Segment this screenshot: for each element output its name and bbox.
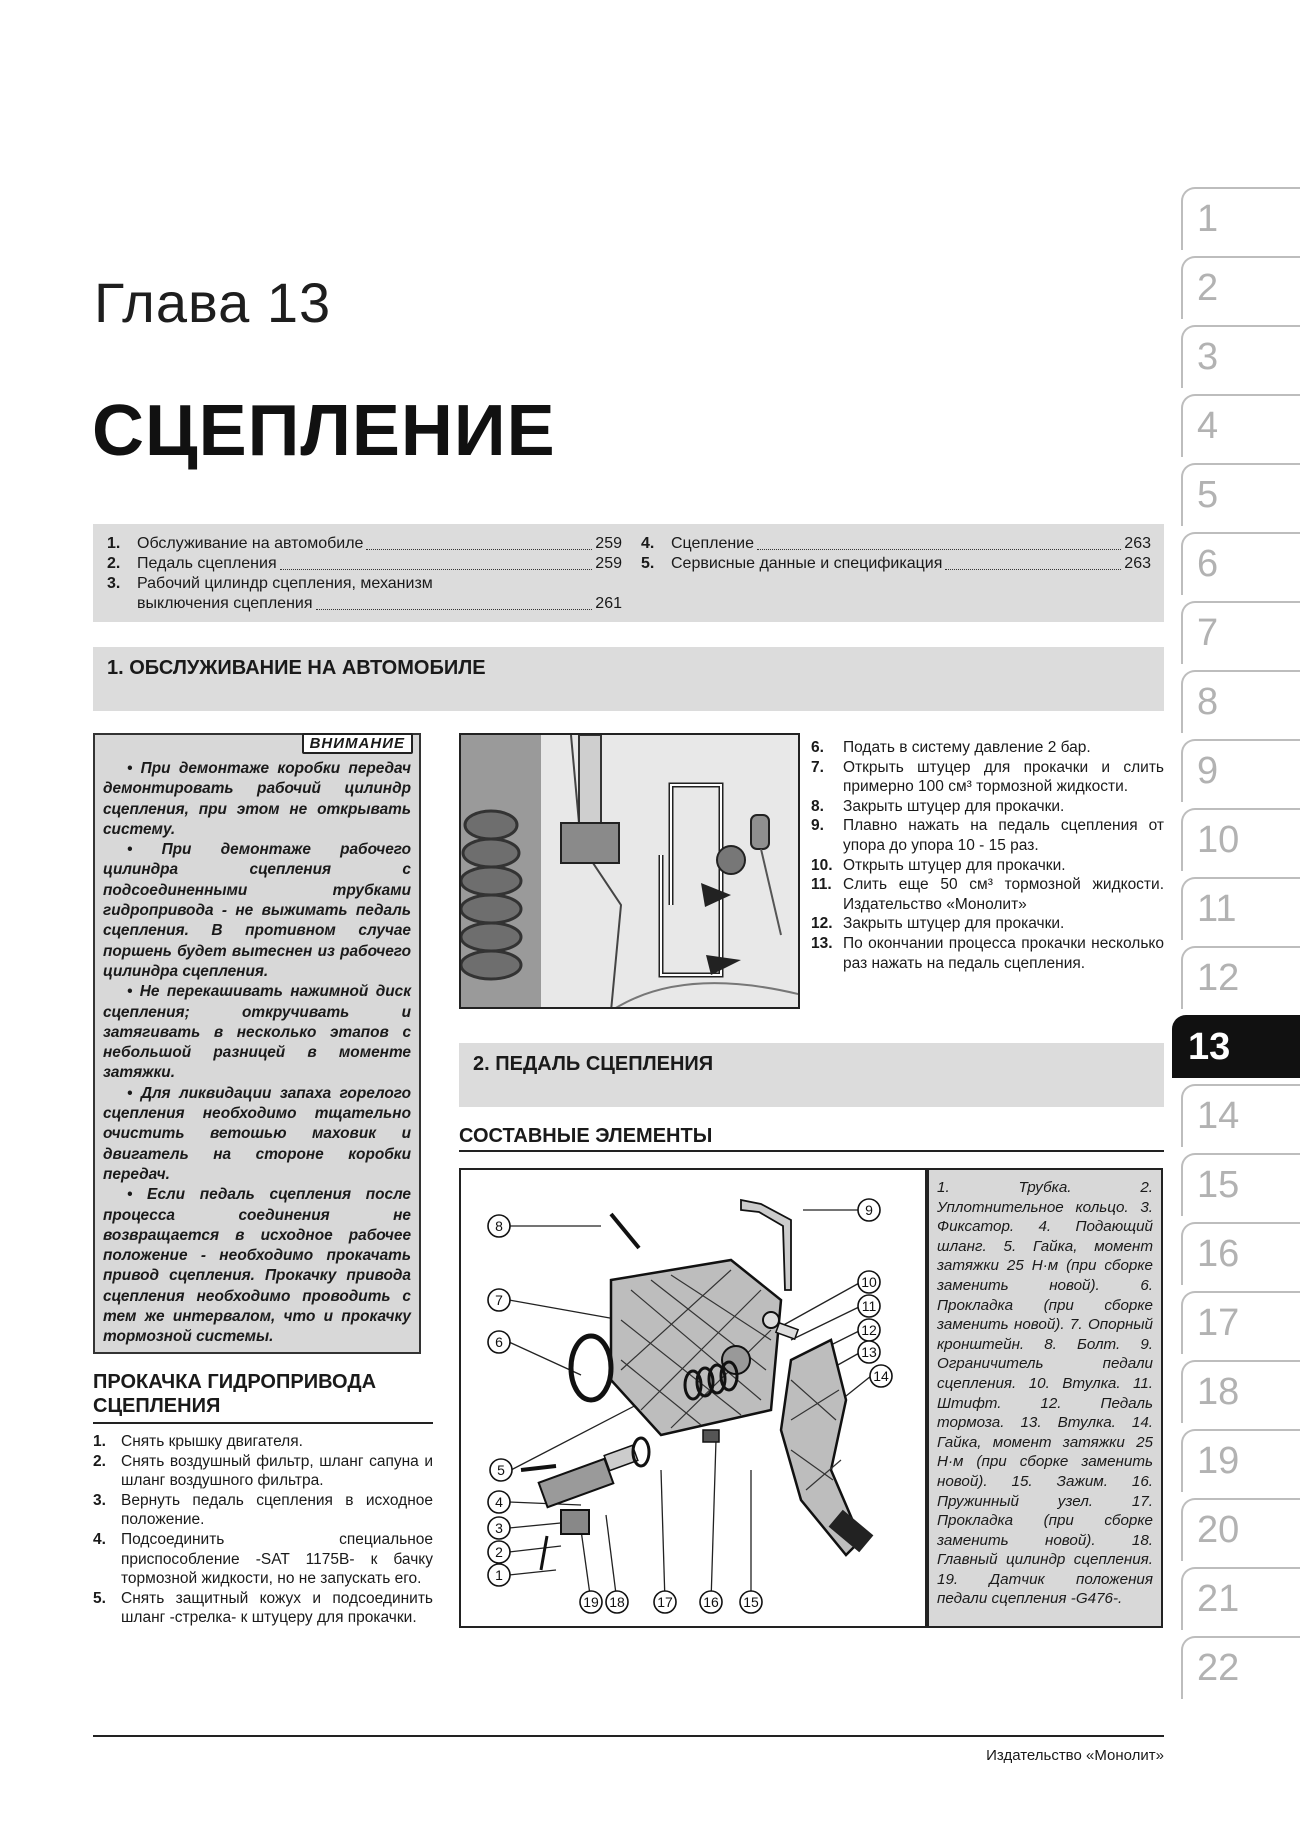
callout-6	[488, 1331, 510, 1353]
toc-entry[interactable]: 2. Педаль сцепления 259	[107, 555, 622, 572]
pedal-exploded-diagram	[459, 1168, 927, 1628]
svg-text:15: 15	[743, 1594, 759, 1610]
svg-text:12: 12	[861, 1322, 877, 1338]
callout-9	[858, 1199, 880, 1221]
tab-chapter-3[interactable]: 3	[1181, 325, 1300, 388]
svg-text:10: 10	[861, 1274, 877, 1290]
step-item: 1. Снять крышку двигателя.	[93, 1433, 303, 1450]
tab-chapter-6[interactable]: 6	[1181, 532, 1300, 595]
svg-text:8: 8	[495, 1218, 503, 1234]
chapter-label: Глава 13	[94, 271, 332, 334]
step-item: 4. Подсоединить специальное приспособление -SAT 1175B- к бачку тормозной жидкости, но не запускать его.	[93, 1530, 433, 1588]
engine-bay-illustration	[461, 735, 800, 1009]
callout-17	[654, 1591, 676, 1613]
callout-10	[858, 1271, 880, 1293]
toc-entry[interactable]: 5. Сервисные данные и спецификация 263	[641, 555, 1151, 572]
callout-2	[488, 1541, 510, 1563]
svg-text:7: 7	[495, 1292, 503, 1308]
callout-13	[858, 1341, 880, 1363]
footer-rule	[93, 1735, 1164, 1737]
tab-chapter-20[interactable]: 20	[1181, 1498, 1300, 1561]
svg-text:3: 3	[495, 1520, 503, 1536]
diagram-legend	[927, 1168, 1163, 1628]
tab-chapter-15[interactable]: 15	[1181, 1153, 1300, 1216]
warning-label: ВНИМАНИЕ	[302, 733, 413, 754]
callout-14	[870, 1365, 892, 1387]
tab-chapter-14[interactable]: 14	[1181, 1084, 1300, 1147]
tab-chapter-8[interactable]: 8	[1181, 670, 1300, 733]
bleeding-steps-left	[93, 1432, 433, 1628]
tab-chapter-9[interactable]: 9	[1181, 739, 1300, 802]
legend-text: 1. Трубка. 2. Уплотнительное кольцо. 3. Фиксатор. 4. Подающий шланг. 5. Гайка, момент затяжки 25 Н·м (при сборке заменить новой). 6. Прокладка (при сборке заменить новой). 7. Опорный кронштейн. 8. Болт. 9. Ограничитель педали сцепления. 10. Втулка. 11. Штифт. 12. Педаль тормоза. 13. Втулка. 14. Гайка, момент затяжки 25 Н·м (при сборке заменить новой). 15. Зажим. 16. Пружинный узел. 17. Прокладка (при сборке заменить новой). 18. Главный цилиндр сцепления. 19. Датчик положения педали сцепления -G476-.	[937, 1179, 1153, 1608]
callout-16	[700, 1591, 722, 1613]
step-item: 13. По окончании процесса прокачки несколько раз нажать на педаль сцепления.	[811, 934, 1164, 972]
svg-text:13: 13	[861, 1344, 877, 1360]
callout-4	[488, 1491, 510, 1513]
tab-chapter-4[interactable]: 4	[1181, 394, 1300, 457]
engine-photo	[459, 733, 800, 1009]
publisher-footer: Издательство «Монолит»	[986, 1747, 1164, 1764]
step-item: 7. Открыть штуцер для прокачки и слить примерно 100 см³ тормозной жидкости.	[811, 758, 1164, 796]
tab-chapter-12[interactable]: 12	[1181, 946, 1300, 1009]
callout-7	[488, 1289, 510, 1311]
callout-12	[858, 1319, 880, 1341]
callout-11	[858, 1295, 880, 1317]
toc-entry-continued[interactable]: выключения сцепления 261	[137, 595, 622, 612]
step-item: 2. Снять воздушный фильтр, шланг сапуна и шланг воздушного фильтра.	[93, 1452, 433, 1490]
tab-chapter-1[interactable]: 1	[1181, 187, 1300, 250]
tab-chapter-2[interactable]: 2	[1181, 256, 1300, 319]
svg-text:17: 17	[657, 1594, 673, 1610]
tab-chapter-19[interactable]: 19	[1181, 1429, 1300, 1492]
section-2-title: 2. ПЕДАЛЬ СЦЕПЛЕНИЯ	[473, 1053, 714, 1075]
svg-text:2: 2	[495, 1544, 503, 1560]
step-item: 12. Закрыть штуцер для прокачки.	[811, 915, 1065, 933]
step-item: 5. Снять защитный кожух и подсоединить шланг -стрелка- к штуцеру для прокачки.	[93, 1589, 433, 1627]
step-item: 11. Слить еще 50 см³ тормозной жидкости. Издательство «Монолит»	[811, 876, 1164, 913]
svg-text:5: 5	[497, 1462, 505, 1478]
bleeding-heading: ПРОКАЧКА ГИДРОПРИВОДА СЦЕПЛЕНИЯ	[93, 1371, 377, 1417]
callout-5	[490, 1459, 512, 1481]
divider	[459, 1150, 1164, 1152]
tab-chapter-16[interactable]: 16	[1181, 1222, 1300, 1285]
toc-entry[interactable]: 4. Сцепление 263	[641, 535, 1151, 552]
table-of-contents	[93, 524, 1164, 622]
tab-chapter-10[interactable]: 10	[1181, 808, 1300, 871]
callout-19	[580, 1591, 602, 1613]
warning-text: • При демонтаже коробки передач демонтировать рабочий цилиндр сцепления, при этом не открывать систему. • При демонтаже рабочего цилиндра сцепления с подсоединенными трубками гидропривода - не выжимать педаль сцепления. В противном случае поршень будет вытеснен из рабочего цилиндра сцепления. • Не перекашивать нажимной диск сцепления; откручивать и затягивать в несколько этапов с небольшой разницей в моменте затяжки. • Для ликвидации запаха горелого сцепления необходимо тщательно очистить ветошью маховик и двигатель на стороне коробки передач. • Если педаль сцепления после процесса соединения не возвращается в исходное рабочее положение - необходимо прокачать привод сцепления. Прокачку привода сцепления необходимо проводить с тем же интервалом, что и прокачку тормозной системы.	[103, 760, 411, 1346]
tab-chapter-17[interactable]: 17	[1181, 1291, 1300, 1354]
step-item: 10. Открыть штуцер для прокачки.	[811, 856, 1066, 874]
svg-text:4: 4	[495, 1494, 503, 1510]
callout-8	[488, 1215, 510, 1237]
chapter-title: СЦЕПЛЕНИЕ	[92, 391, 556, 471]
step-item: 8. Закрыть штуцер для прокачки.	[811, 797, 1065, 815]
svg-text:18: 18	[609, 1594, 625, 1610]
section-1-title: 1. ОБСЛУЖИВАНИЕ НА АВТОМОБИЛЕ	[107, 657, 486, 679]
warning-box	[93, 733, 421, 1354]
toc-right-column	[641, 534, 1151, 574]
step-item: 6. Подать в систему давление 2 бар.	[811, 739, 1091, 756]
toc-left-column	[107, 534, 622, 614]
tab-chapter-21[interactable]: 21	[1181, 1567, 1300, 1630]
svg-text:16: 16	[703, 1594, 719, 1610]
pedal-assembly-drawing	[461, 1170, 925, 1626]
callout-3	[488, 1517, 510, 1539]
components-heading: СОСТАВНЫЕ ЭЛЕМЕНТЫ	[459, 1125, 713, 1147]
tab-chapter-7[interactable]: 7	[1181, 601, 1300, 664]
section-1-header	[93, 647, 1164, 711]
tab-chapter-22[interactable]: 22	[1181, 1636, 1300, 1699]
svg-text:11: 11	[861, 1298, 877, 1314]
tab-chapter-13-active[interactable]: 13	[1172, 1015, 1300, 1078]
callout-1	[488, 1564, 510, 1586]
svg-text:1: 1	[495, 1567, 503, 1583]
svg-text:14: 14	[873, 1368, 889, 1384]
step-item: 9. Плавно нажать на педаль сцепления от упора до упора 10 - 15 раз.	[811, 817, 1164, 854]
divider	[93, 1422, 433, 1424]
tab-chapter-18[interactable]: 18	[1181, 1360, 1300, 1423]
step-item: 3. Вернуть педаль сцепления в исходное положение.	[93, 1491, 433, 1529]
svg-text:6: 6	[495, 1334, 503, 1350]
svg-text:9: 9	[865, 1202, 873, 1218]
callout-15	[740, 1591, 762, 1613]
callout-18	[606, 1591, 628, 1613]
svg-text:19: 19	[583, 1594, 599, 1610]
section-2-header	[459, 1043, 1164, 1107]
toc-entry[interactable]: 3. Рабочий цилиндр сцепления, механизм	[107, 575, 433, 592]
tab-chapter-11[interactable]: 11	[1181, 877, 1300, 940]
toc-entry[interactable]: 1. Обслуживание на автомобиле 259	[107, 535, 622, 552]
tab-chapter-5[interactable]: 5	[1181, 463, 1300, 526]
bleeding-steps-right	[811, 738, 1164, 973]
